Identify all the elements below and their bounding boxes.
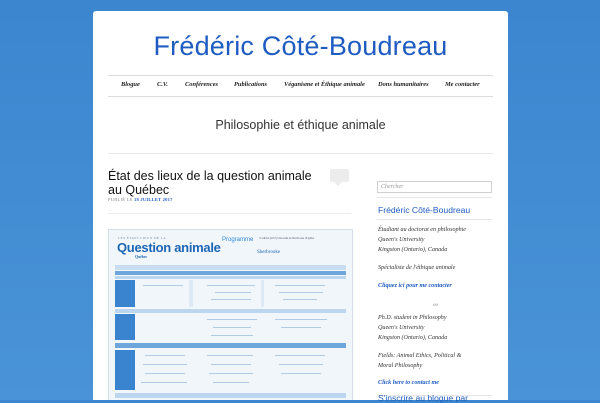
sidebar-author-name: Frédéric Côté-Boudreau [378,205,471,215]
comment-bubble-icon[interactable] [330,169,349,182]
poster-text-line [145,373,185,374]
sidebar-separator: oo [433,303,438,308]
poster-text-line [211,335,253,336]
poster-text-line [213,327,251,328]
nav-item-blogue[interactable]: Blogue [121,81,140,88]
post-date[interactable]: 18 JUILLET 2017 [134,197,173,202]
sidebar-en-line2: Queen's University [378,325,425,331]
poster-logo-top: LES ÉTATS LIEUX DE LA [118,236,167,240]
search-input[interactable]: Chercher [377,181,492,193]
sidebar-subscribe-heading: S'inscrire au blogue par [378,393,469,403]
poster-text-line [143,285,183,286]
post-divider [108,213,351,214]
contact-link-fr[interactable]: Cliquez ici pour me contacter [378,283,452,289]
poster-text-line [213,382,249,383]
post-meta-prefix: PUBLIÉ LE [108,197,133,202]
poster-text-line [275,285,325,286]
poster-text-line [211,299,251,300]
poster-cell [261,280,264,307]
sidebar-divider [377,219,492,220]
poster-row [115,265,346,270]
nav-item-dons[interactable]: Dons humanitaires [378,81,429,88]
poster-text-line [281,373,321,374]
poster-text-line [275,355,325,356]
sidebar-en-fields1: Fields: Animal Ethics, Political & [378,353,462,359]
poster-text-line [279,364,323,365]
poster-row [115,350,346,390]
poster-text-line [283,299,317,300]
poster-row [115,343,346,348]
poster-text-line [211,364,251,365]
poster-schedule-grid [115,265,346,400]
poster-logo-sub: Québec [135,255,148,259]
poster-cell [115,350,135,390]
poster-text-line [281,327,321,328]
sidebar-fr-line1: Étudiant au doctorat en philosophie [378,227,467,233]
divider [108,153,493,154]
poster-row [115,393,346,398]
nav-item-conferences[interactable]: Conférences [185,81,219,88]
sidebar-en-line3: Kingston (Ontario), Canada [378,335,448,341]
page-container [93,11,508,400]
post-title[interactable]: État des lieux de la question animale au Québec [108,169,312,197]
poster-row [115,271,346,275]
poster-program-label: Programme [222,237,254,243]
poster-text-line [207,355,253,356]
contact-link-en[interactable]: Click here to contact me [378,380,439,386]
sidebar-en-line1: Ph.D. student in Philosophy [378,315,447,321]
poster-text-line [145,355,185,356]
site-tagline: Philosophie et éthique animale [215,118,386,132]
poster-text-line [209,373,253,374]
nav-item-publications[interactable]: Publications [234,81,268,88]
poster-logo: Question animale [117,240,221,255]
poster-text-line [141,382,187,383]
main-nav [108,75,493,97]
poster-cell [115,314,135,340]
poster-text-line [275,319,327,320]
poster-cell [189,280,193,307]
poster-cell [115,280,135,307]
poster-row [115,309,346,313]
sidebar-divider [377,197,492,198]
site-title[interactable]: Frédéric Côté-Boudreau [153,31,448,61]
sidebar-fr-line2: Queen's University [378,237,425,243]
poster-info: 7e édition (2017) Université de Sherbrooke 18 juillet [259,237,314,240]
poster-text-line [207,285,255,286]
poster-row [115,276,346,279]
poster-city: Sherbrooke [257,250,281,255]
sidebar-fr-specialty: Spécialiste de l'éthique animale [378,265,456,271]
nav-item-contact[interactable]: Me contacter [445,81,480,88]
nav-item-cv[interactable]: C.V. [157,81,168,88]
poster-text-line [279,292,323,293]
post-meta [108,197,173,202]
nav-item-veganisme[interactable]: Véganisme et Éthique animale [284,81,365,88]
poster-text-line [215,292,251,293]
sidebar-fr-line3: Kingston (Ontario), Canada [378,247,448,253]
poster-text-line [143,364,187,365]
poster-text-line [207,319,257,320]
post-featured-image[interactable] [108,229,353,400]
sidebar-en-fields2: Moral Philosophy [378,363,423,369]
